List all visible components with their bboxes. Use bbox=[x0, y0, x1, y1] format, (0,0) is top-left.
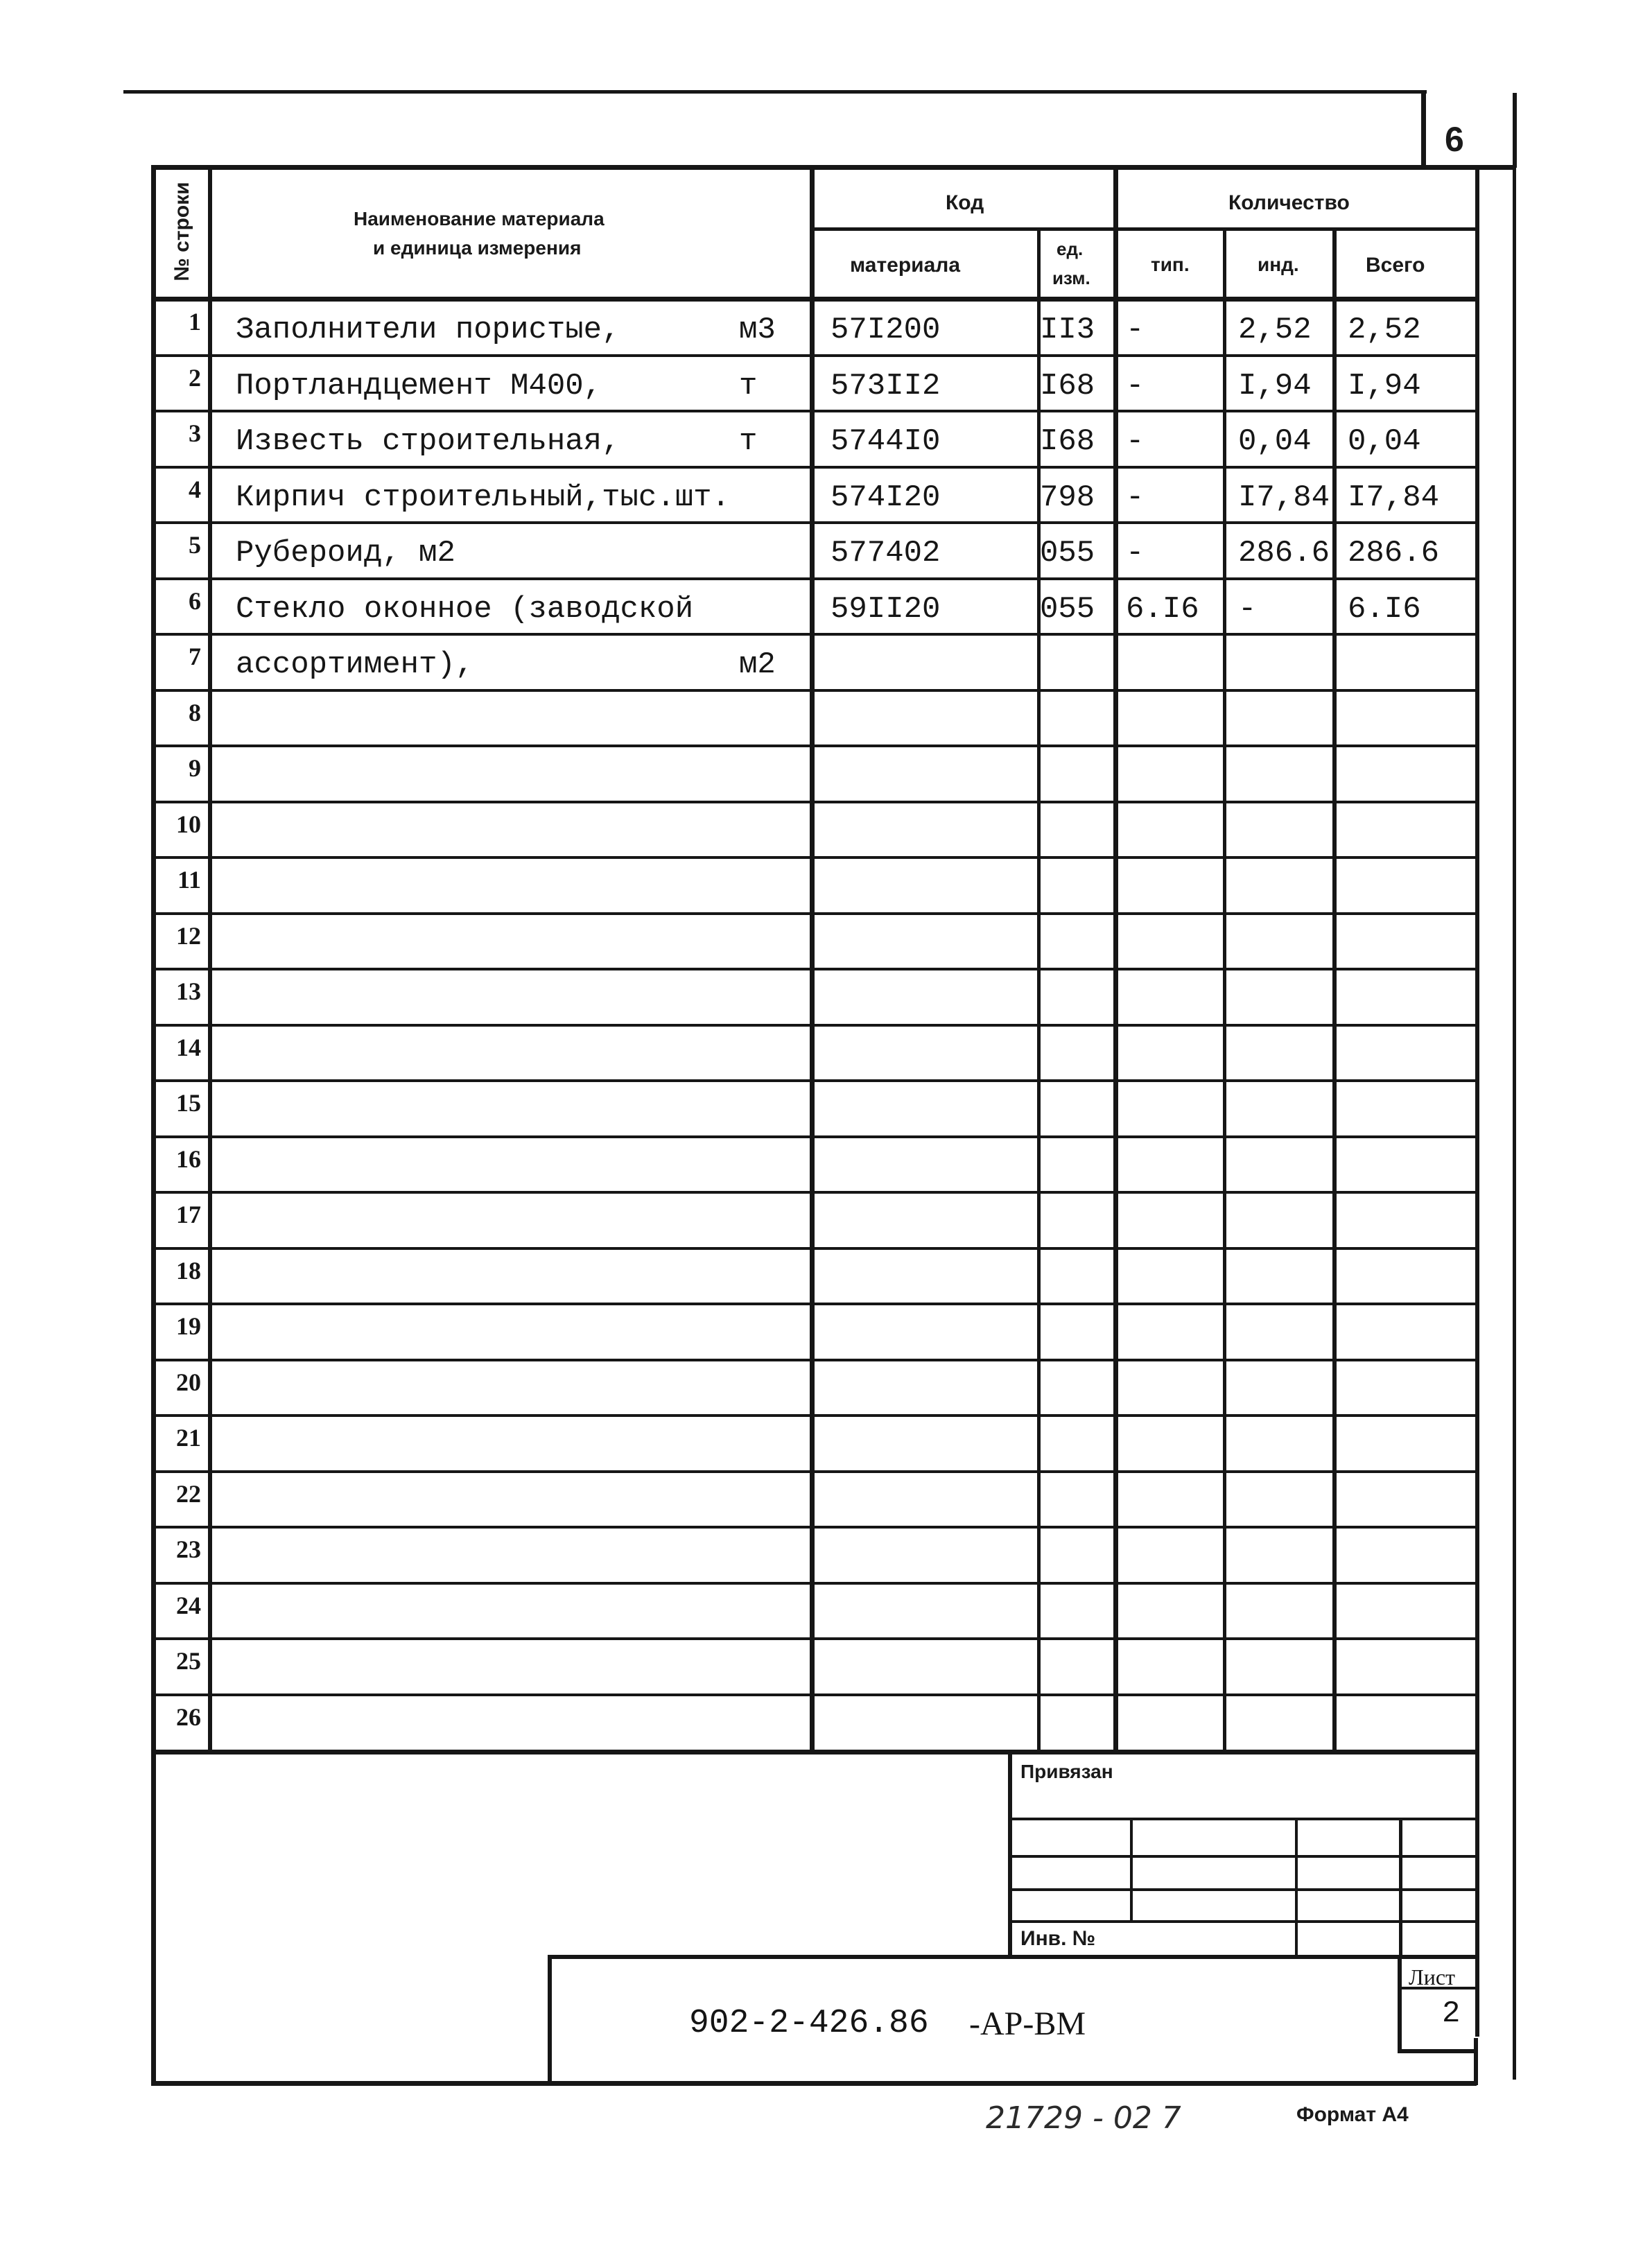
name-header-line2: и единица измерения bbox=[373, 237, 582, 259]
table-row bbox=[154, 746, 1477, 802]
row-number: 8 bbox=[189, 699, 201, 726]
right-margin-line bbox=[1513, 166, 1516, 2080]
row-number: 7 bbox=[189, 643, 201, 670]
material-name: Рубероид, м2 bbox=[236, 536, 455, 571]
qty-total: 286.6 bbox=[1348, 536, 1440, 571]
material-unit: т bbox=[739, 369, 758, 403]
sheet-label: Лист bbox=[1409, 1965, 1456, 1989]
stamp-col-2 bbox=[1295, 1818, 1298, 1956]
sheet-number-box-right bbox=[1513, 93, 1517, 168]
title-block-sheet-sep bbox=[1398, 1955, 1402, 2052]
row-number: 10 bbox=[176, 810, 201, 838]
table-row bbox=[154, 1472, 1477, 1527]
unit-code-header-line2: изм. bbox=[1052, 268, 1090, 288]
table-row bbox=[154, 1137, 1477, 1192]
qty-ind: I7,84 bbox=[1238, 480, 1330, 515]
unit-code-header-line1: ед. bbox=[1057, 238, 1084, 259]
attached-label: Привязан bbox=[1020, 1761, 1113, 1782]
qty-typ: - bbox=[1126, 480, 1145, 515]
code-header: Код bbox=[946, 191, 984, 214]
row-number: 22 bbox=[176, 1480, 201, 1508]
table-row bbox=[154, 1025, 1477, 1081]
qty-typ: - bbox=[1126, 369, 1145, 403]
inventory-number-label: Инв. № bbox=[1020, 1927, 1096, 1950]
row-number: 18 bbox=[176, 1257, 201, 1285]
qty-total: 6.I6 bbox=[1348, 592, 1421, 627]
quantity-header: Количество bbox=[1228, 191, 1350, 214]
material-code: 5744I0 bbox=[831, 424, 941, 459]
top-rule bbox=[123, 90, 1427, 94]
row-number: 14 bbox=[176, 1034, 201, 1061]
table-row bbox=[154, 1248, 1477, 1304]
handwritten-archive-number: 21729 - 02 7 bbox=[986, 2100, 1181, 2136]
stamp-rule-4 bbox=[1009, 1920, 1475, 1923]
stamp-left-border bbox=[1008, 1750, 1012, 1958]
qty-typ: - bbox=[1126, 313, 1145, 347]
row-number: 17 bbox=[176, 1201, 201, 1228]
material-name: Стекло оконное (заводской bbox=[236, 592, 694, 627]
stamp-rule-1 bbox=[1009, 1818, 1475, 1820]
material-code: 573II2 bbox=[831, 369, 941, 403]
row-number: 16 bbox=[176, 1145, 201, 1173]
row-number-header: № строки bbox=[171, 182, 193, 281]
material-name: Известь строительная, bbox=[236, 424, 620, 459]
material-unit: м3 bbox=[739, 313, 776, 347]
qty-total: 2,52 bbox=[1348, 313, 1421, 347]
table-row bbox=[154, 802, 1477, 857]
qty-ind: 0,04 bbox=[1238, 424, 1312, 459]
table-row bbox=[154, 1695, 1477, 1750]
unit-code: I68 bbox=[1040, 424, 1095, 459]
stamp-col-3 bbox=[1399, 1818, 1402, 1956]
material-code: 59II20 bbox=[831, 592, 941, 627]
qty-ind: 286.6 bbox=[1238, 536, 1330, 571]
page-bottom-rule bbox=[151, 2081, 1477, 2086]
title-block-top bbox=[548, 1955, 1478, 1959]
material-name: Портландцемент М400, bbox=[236, 369, 602, 403]
row-number: 21 bbox=[176, 1424, 201, 1452]
row-number: 20 bbox=[176, 1368, 201, 1396]
name-header-line1: Наименование материала bbox=[354, 208, 605, 229]
table-row bbox=[154, 914, 1477, 969]
table-row bbox=[154, 1639, 1477, 1695]
title-block-mid bbox=[1398, 2049, 1478, 2053]
sheet-value: 2 bbox=[1442, 1996, 1461, 2031]
material-unit: м2 bbox=[739, 647, 776, 682]
row-number: 19 bbox=[176, 1312, 201, 1340]
row-number: 5 bbox=[189, 531, 201, 559]
qty-typ: - bbox=[1126, 424, 1145, 459]
typ-header: тип. bbox=[1151, 254, 1190, 275]
material-code-header: материала bbox=[850, 254, 961, 277]
table-row bbox=[154, 1527, 1477, 1583]
qty-ind: 2,52 bbox=[1238, 313, 1312, 347]
material-name: ассортимент), bbox=[236, 647, 474, 682]
sheet-number-box-left bbox=[1421, 93, 1426, 168]
table-row bbox=[154, 690, 1477, 746]
row-number: 6 bbox=[189, 587, 201, 615]
row-number: 15 bbox=[176, 1089, 201, 1117]
stamp-col-1 bbox=[1130, 1818, 1133, 1922]
qty-ind: - bbox=[1238, 592, 1257, 627]
qty-ind: I,94 bbox=[1238, 369, 1312, 403]
row-number: 24 bbox=[176, 1592, 201, 1619]
unit-code: 055 bbox=[1040, 536, 1095, 571]
qty-total: I7,84 bbox=[1348, 480, 1440, 515]
document-suffix: -АР-ВМ bbox=[969, 2005, 1086, 2042]
unit-code: II3 bbox=[1040, 313, 1095, 347]
row-number: 25 bbox=[176, 1647, 201, 1675]
row-number: 2 bbox=[189, 364, 201, 392]
table-row bbox=[154, 1304, 1477, 1360]
row-number: 13 bbox=[176, 977, 201, 1005]
row-number: 12 bbox=[176, 922, 201, 950]
material-code: 57I200 bbox=[831, 313, 941, 347]
ind-header: инд. bbox=[1258, 254, 1299, 275]
format-label: Формат А4 bbox=[1296, 2103, 1409, 2126]
header-sub-rule bbox=[811, 227, 1478, 231]
stamp-rule-2 bbox=[1009, 1855, 1475, 1858]
unit-code: 055 bbox=[1040, 592, 1095, 627]
table-row bbox=[154, 1360, 1477, 1416]
row-number: 26 bbox=[176, 1703, 201, 1731]
stamp-rule-3 bbox=[1009, 1888, 1475, 1891]
qty-typ: 6.I6 bbox=[1126, 592, 1199, 627]
table-row bbox=[154, 857, 1477, 914]
row-number: 4 bbox=[189, 476, 201, 503]
qty-typ: - bbox=[1126, 536, 1145, 571]
row-number: 3 bbox=[189, 419, 201, 447]
qty-total: 0,04 bbox=[1348, 424, 1421, 459]
qty-total: I,94 bbox=[1348, 369, 1421, 403]
row-number: 23 bbox=[176, 1535, 201, 1563]
row-number: 11 bbox=[177, 866, 201, 894]
table-row bbox=[154, 1081, 1477, 1137]
table-bottom-rule bbox=[151, 1750, 1478, 1754]
unit-code: I68 bbox=[1040, 369, 1095, 403]
table-row bbox=[154, 1416, 1477, 1472]
material-code: 577402 bbox=[831, 536, 941, 571]
row-number: 9 bbox=[189, 754, 201, 782]
table-row bbox=[154, 1192, 1477, 1248]
table-top-border bbox=[151, 165, 1515, 170]
sheet-number: 6 bbox=[1445, 120, 1464, 159]
total-header: Всего bbox=[1366, 254, 1425, 277]
table-row bbox=[154, 969, 1477, 1025]
material-name: Заполнители пористые, bbox=[236, 313, 620, 347]
row-number: 1 bbox=[189, 308, 201, 336]
material-name: Кирпич строительный,тыс.шт. bbox=[236, 480, 730, 515]
table-row bbox=[154, 1583, 1477, 1639]
unit-code: 798 bbox=[1040, 480, 1095, 515]
page-right-bottom bbox=[1474, 2038, 1478, 2085]
title-block-left bbox=[548, 1955, 552, 2085]
document-code: 902-2-426.86 bbox=[689, 2005, 929, 2042]
material-code: 574I20 bbox=[831, 480, 941, 515]
material-unit: т bbox=[739, 424, 758, 459]
